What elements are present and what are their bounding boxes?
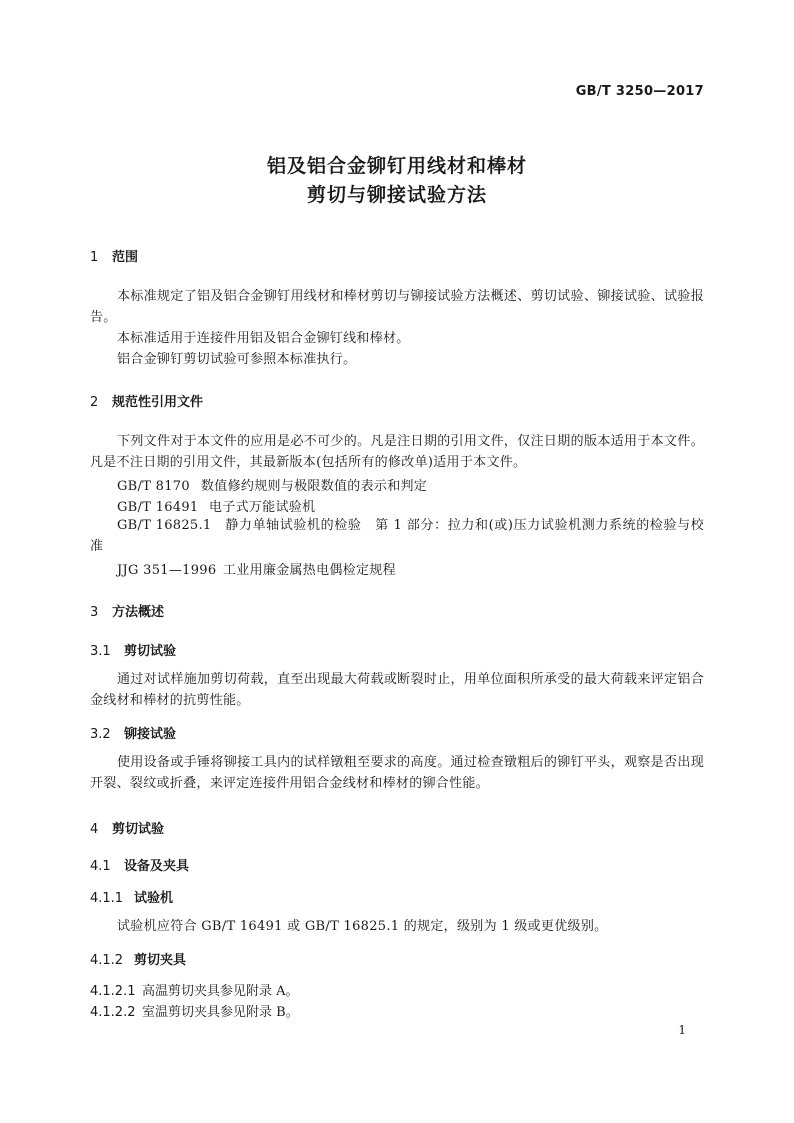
section-number: 4.1 xyxy=(90,859,111,874)
section-4-1-2-heading xyxy=(90,949,186,968)
section-4-heading xyxy=(90,818,164,837)
reference-item xyxy=(117,496,315,515)
section-3-2-text: 使用设备或手锤将铆接工具内的试样镦粗至要求的高度。通过检查镦粗后的铆钉平头，观察是否出现开裂、裂纹或折叠，来评定连接件用铝合金线材和棒材的铆合性能。 xyxy=(90,755,704,791)
section-number: 2 xyxy=(90,395,99,410)
section-3-1-heading xyxy=(90,640,176,659)
section-title: 设备及夹具 xyxy=(124,859,190,874)
section-3-heading xyxy=(90,601,164,620)
standard-code: GB/T 3250—2017 xyxy=(575,84,704,99)
section-2-intro: 下列文件对于本文件的应用是必不可少的。凡是注日期的引用文件，仅注日期的版本适用于本文件。凡是不注日期的引用文件，其最新版本(包括所有的修改单)适用于本文件。 xyxy=(90,434,704,470)
reference-title: 工业用廉金属热电偶检定规程 xyxy=(223,563,396,578)
document-title-line-2: 剪切与铆接试验方法 xyxy=(306,184,487,206)
section-number: 3.1 xyxy=(90,644,111,659)
clause-text: 室温剪切夹具参见附录 B。 xyxy=(142,1005,299,1020)
reference-title: 电子式万能试验机 xyxy=(209,500,316,515)
section-1-paragraph-2: 本标准适用于连接件用铝及铝合金铆钉线和棒材。 xyxy=(117,331,410,346)
section-number: 3.2 xyxy=(90,727,111,742)
section-4-1-heading xyxy=(90,855,189,874)
clause-item xyxy=(90,1001,299,1020)
page-number: 1 xyxy=(678,1023,686,1037)
section-title: 范围 xyxy=(112,250,139,265)
section-3-1-text: 通过对试样施加剪切荷载，直至出现最大荷载或断裂时止，用单位面积所承受的最大荷载来评定铝合金线材和棒材的抗剪性能。 xyxy=(90,672,704,708)
section-1-paragraph-1: 本标准规定了铝及铝合金铆钉用线材和棒材剪切与铆接试验方法概述、剪切试验、铆接试验、试验报告。 xyxy=(90,289,704,325)
section-title: 铆接试验 xyxy=(124,727,177,742)
section-title: 剪切试验 xyxy=(124,644,177,659)
section-1-heading xyxy=(90,246,138,265)
clause-number: 4.1.2.2 xyxy=(90,1005,136,1020)
section-4-1-1-heading xyxy=(90,887,173,906)
section-number: 4 xyxy=(90,822,99,837)
section-2-heading xyxy=(90,391,203,410)
reference-item xyxy=(117,559,396,578)
document-title-line-1: 铝及铝合金铆钉用线材和棒材 xyxy=(266,155,527,177)
section-number: 1 xyxy=(90,250,99,265)
section-number: 4.1.2 xyxy=(90,953,124,968)
section-title: 规范性引用文件 xyxy=(112,395,204,410)
section-title: 剪切夹具 xyxy=(134,953,187,968)
section-3-2-heading xyxy=(90,723,176,742)
section-title: 剪切试验 xyxy=(112,822,165,837)
reference-title: 数值修约规则与极限数值的表示和判定 xyxy=(201,479,428,494)
reference-code: GB/T 8170 xyxy=(117,479,190,494)
reference-code: GB/T 16491 xyxy=(117,500,199,515)
clause-text: 高温剪切夹具参见附录 A。 xyxy=(142,984,299,999)
reference-code: GB/T 16825.1 xyxy=(117,518,212,533)
section-number: 4.1.1 xyxy=(90,891,124,906)
section-title: 方法概述 xyxy=(112,605,165,620)
clause-number: 4.1.2.1 xyxy=(90,984,136,999)
reference-item xyxy=(117,475,427,494)
reference-item xyxy=(90,515,704,557)
reference-title: 静力单轴试验机的检验 第 1 部分：拉力和(或)压力试验机测力系统的检验与校准 xyxy=(90,518,704,554)
section-4-1-1-text: 试验机应符合 GB/T 16491 或 GB/T 16825.1 的规定，级别为 1 级或更优级别。 xyxy=(117,919,608,934)
section-number: 3 xyxy=(90,605,99,620)
clause-item xyxy=(90,980,299,999)
section-title: 试验机 xyxy=(134,891,174,906)
reference-code: JJG 351—1996 xyxy=(117,563,217,578)
section-1-paragraph-3: 铝合金铆钉剪切试验可参照本标准执行。 xyxy=(117,352,357,367)
